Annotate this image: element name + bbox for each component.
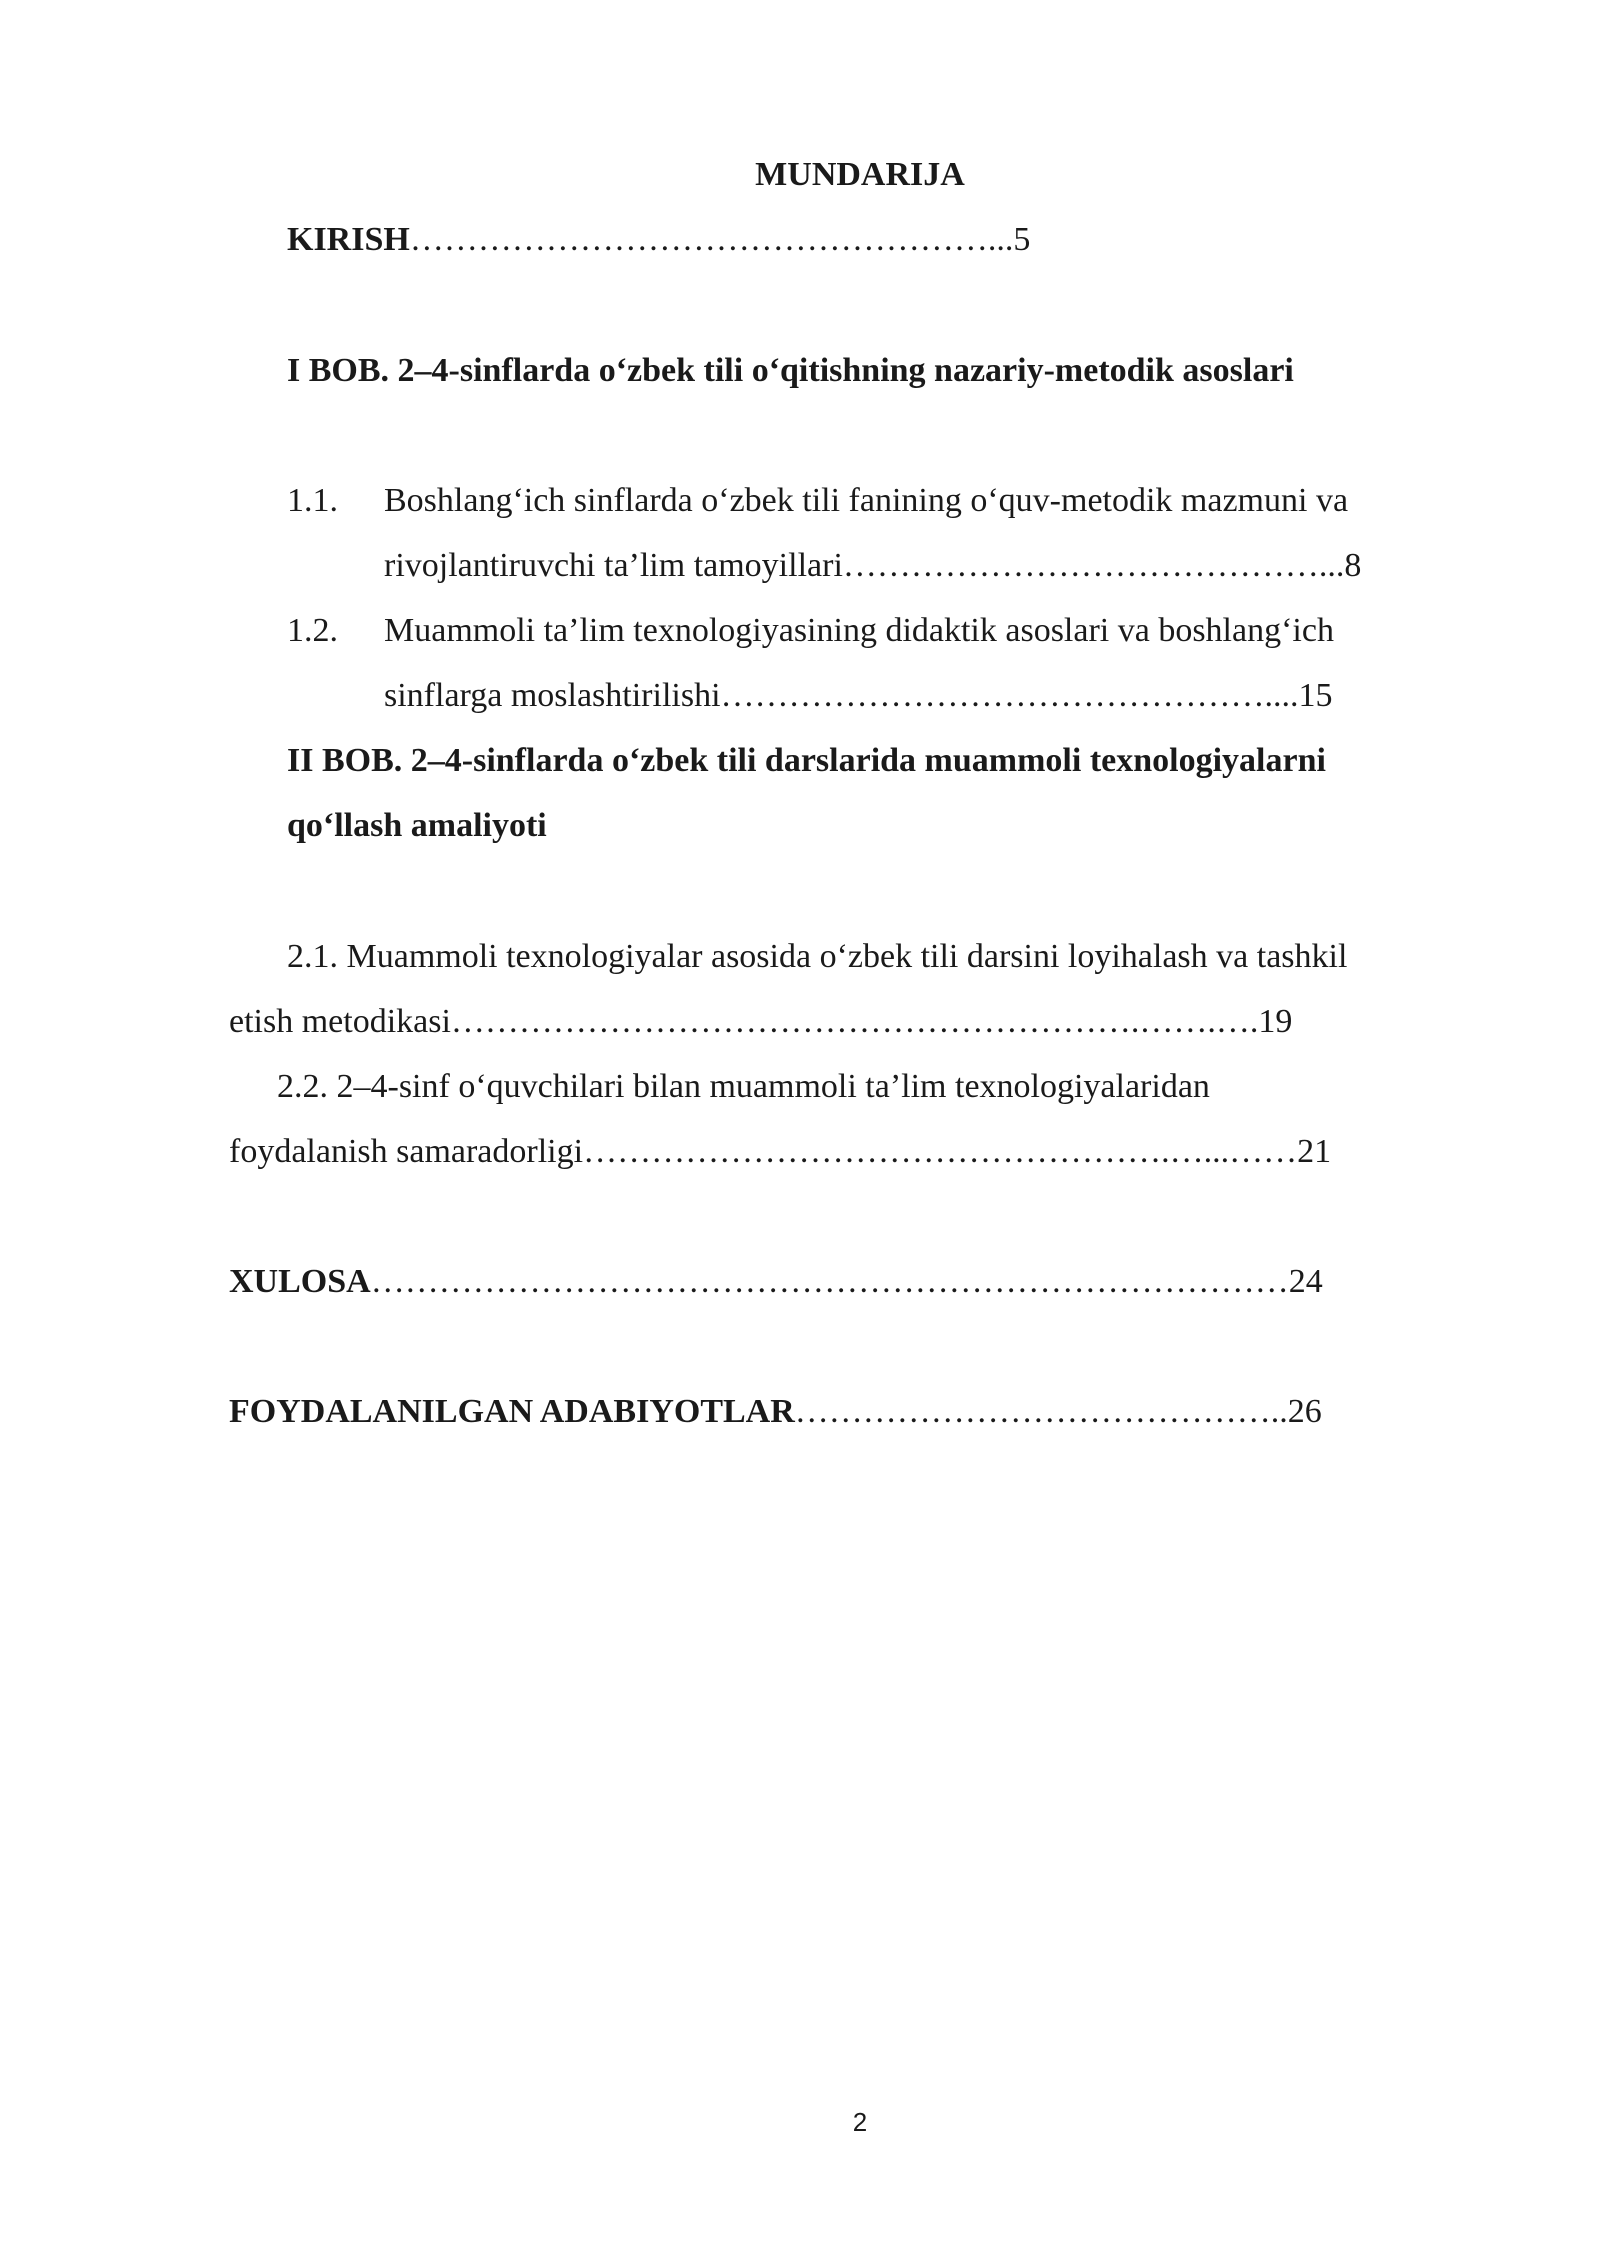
page-ref: 15 xyxy=(1298,677,1333,714)
page-ref: 8 xyxy=(1344,547,1362,584)
page-ref: 21 xyxy=(1297,1133,1332,1170)
section-title-cont: foydalanish samaradorligi xyxy=(229,1133,584,1170)
leader-dots: ……………………………………... xyxy=(842,547,1345,584)
section-title: Muammoli ta’lim texnologiyasining didaktik asoslari va boshlang‘ich xyxy=(384,612,1334,649)
section-title: Boshlang‘ich sinflarda o‘zbek tili fanining o‘quv-metodik mazmuni va xyxy=(384,482,1349,519)
toc-entry-1-1-line2 xyxy=(384,546,1361,586)
toc-title: MUNDARIJA xyxy=(755,156,965,193)
toc-entry-2-2-line1: 2.2. 2–4-sinf o‘quvchilari bilan muammoli ta’lim texnologiyalaridan xyxy=(277,1068,1210,1105)
page-ref: 5 xyxy=(1013,221,1031,258)
section-title-cont: sinflarga moslashtirilishi xyxy=(384,677,721,714)
leader-dots: …………………………………………………….…….…. xyxy=(450,1003,1259,1040)
section-title-cont: rivojlantiruvchi ta’lim tamoyillari xyxy=(384,547,843,584)
toc-entry-1-2-line1 xyxy=(287,611,1334,651)
section-number: 1.1. xyxy=(287,482,338,519)
entry-label: XULOSA xyxy=(229,1263,371,1300)
toc-entry-adabiyotlar xyxy=(229,1392,1322,1432)
section-title-cont: etish metodikasi xyxy=(229,1003,451,1040)
leader-dots: ……………………………………. xyxy=(794,1393,1280,1430)
toc-entry-2-1-line2 xyxy=(229,1002,1292,1042)
page-ref: 19 xyxy=(1258,1003,1293,1040)
section-number: 1.2. xyxy=(287,612,338,649)
page-ref: .26 xyxy=(1279,1393,1322,1430)
toc-entry-1-2-line2 xyxy=(384,676,1333,716)
leader-dots: ………………………………………….... xyxy=(720,677,1299,714)
leader-dots: ……………………………………………... xyxy=(409,221,1014,258)
toc-entry-kirish xyxy=(287,220,1030,260)
toc-entry-1-1-line1 xyxy=(287,481,1348,521)
toc-entry-xulosa xyxy=(229,1262,1323,1302)
chapter-2-heading-line1: II BOB. 2–4-sinflarda o‘zbek tili darslarida muammoli texnologiyalarni xyxy=(287,742,1326,779)
chapter-1-heading: I BOB. 2–4-sinflarda o‘zbek tili o‘qitishning nazariy-metodik asoslari xyxy=(287,352,1294,389)
entry-label: KIRISH xyxy=(287,221,410,258)
page-ref: 24 xyxy=(1288,1263,1323,1300)
chapter-2-heading-line2: qo‘llash amaliyoti xyxy=(287,807,547,844)
page-number: 2 xyxy=(852,2107,868,2137)
leader-dots: ……………………………………………………………………… xyxy=(370,1263,1289,1300)
toc-entry-2-1-line1: 2.1. Muammoli texnologiyalar asosida o‘zbek tili darsini loyihalash va tashkil xyxy=(287,938,1348,975)
leader-dots: …………………………………………….…...…… xyxy=(583,1133,1298,1170)
entry-label: FOYDALANILGAN ADABIYOTLAR xyxy=(229,1393,795,1430)
toc-entry-2-2-line2 xyxy=(229,1132,1331,1172)
